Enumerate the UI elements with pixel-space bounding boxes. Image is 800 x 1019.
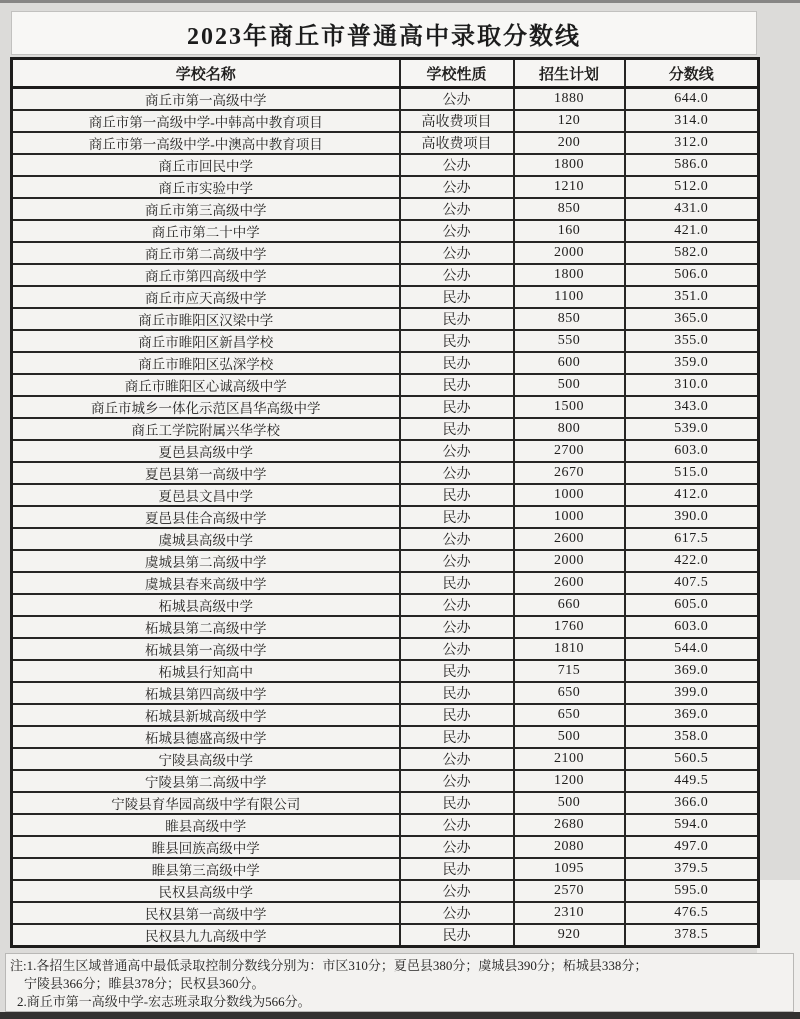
table-row <box>12 484 759 506</box>
score-line-cell: 422.0 <box>625 550 759 572</box>
school-name-cell: 商丘市第二十中学 <box>12 220 400 242</box>
school-type-cell: 民办 <box>400 572 514 594</box>
score-line-cell: 544.0 <box>625 638 759 660</box>
school-type-cell: 公办 <box>400 836 514 858</box>
school-type-cell: 公办 <box>400 814 514 836</box>
school-type-cell: 民办 <box>400 484 514 506</box>
enrollment-plan-cell: 2310 <box>514 902 625 924</box>
score-line-cell: 365.0 <box>625 308 759 330</box>
table-row <box>12 308 759 330</box>
school-type-cell: 公办 <box>400 242 514 264</box>
score-line-cell: 369.0 <box>625 704 759 726</box>
table-row <box>12 374 759 396</box>
enrollment-plan-cell: 2600 <box>514 528 625 550</box>
score-line-cell: 512.0 <box>625 176 759 198</box>
school-name-cell: 商丘市第二高级中学 <box>12 242 400 264</box>
enrollment-plan-cell: 2100 <box>514 748 625 770</box>
school-name-cell: 商丘市回民中学 <box>12 154 400 176</box>
enrollment-plan-cell: 550 <box>514 330 625 352</box>
school-name-cell: 商丘市第一高级中学 <box>12 88 400 111</box>
photo-top-edge <box>0 0 800 3</box>
table-row <box>12 528 759 550</box>
school-name-cell: 商丘市睢阳区新昌学校 <box>12 330 400 352</box>
table-row <box>12 748 759 770</box>
page-title: 2023年商丘市普通高中录取分数线 <box>187 23 581 50</box>
score-line-cell: 431.0 <box>625 198 759 220</box>
school-name-cell: 商丘市城乡一体化示范区昌华高级中学 <box>12 396 400 418</box>
score-line-cell: 595.0 <box>625 880 759 902</box>
enrollment-plan-cell: 200 <box>514 132 625 154</box>
enrollment-plan-cell: 1760 <box>514 616 625 638</box>
enrollment-plan-cell: 1800 <box>514 264 625 286</box>
title-box <box>11 11 757 55</box>
enrollment-plan-cell: 2000 <box>514 550 625 572</box>
enrollment-plan-cell: 1095 <box>514 858 625 880</box>
school-type-cell: 公办 <box>400 88 514 111</box>
school-type-cell: 公办 <box>400 748 514 770</box>
school-name-cell: 柘城县高级中学 <box>12 594 400 616</box>
school-name-cell: 民权县第一高级中学 <box>12 902 400 924</box>
school-type-cell: 高收费项目 <box>400 132 514 154</box>
school-type-cell: 民办 <box>400 286 514 308</box>
score-line-cell: 390.0 <box>625 506 759 528</box>
header-row <box>12 59 759 88</box>
col-header-school-type: 学校性质 <box>400 59 514 88</box>
score-line-cell: 476.5 <box>625 902 759 924</box>
score-line-cell: 378.5 <box>625 924 759 947</box>
school-type-cell: 民办 <box>400 726 514 748</box>
score-line-cell: 594.0 <box>625 814 759 836</box>
school-type-cell: 民办 <box>400 308 514 330</box>
table-row <box>12 462 759 484</box>
enrollment-plan-cell: 1880 <box>514 88 625 111</box>
school-type-cell: 公办 <box>400 880 514 902</box>
school-type-cell: 民办 <box>400 396 514 418</box>
school-type-cell: 民办 <box>400 924 514 947</box>
table-row <box>12 858 759 880</box>
school-type-cell: 民办 <box>400 858 514 880</box>
enrollment-plan-cell: 120 <box>514 110 625 132</box>
score-line-cell: 603.0 <box>625 616 759 638</box>
enrollment-plan-cell: 1000 <box>514 506 625 528</box>
school-name-cell: 商丘市第四高级中学 <box>12 264 400 286</box>
table-row <box>12 88 759 111</box>
table-row <box>12 242 759 264</box>
school-name-cell: 睢县高级中学 <box>12 814 400 836</box>
table-row <box>12 506 759 528</box>
score-line-cell: 421.0 <box>625 220 759 242</box>
school-name-cell: 商丘市睢阳区弘深学校 <box>12 352 400 374</box>
score-line-cell: 351.0 <box>625 286 759 308</box>
enrollment-plan-cell: 660 <box>514 594 625 616</box>
school-name-cell: 睢县第三高级中学 <box>12 858 400 880</box>
table-row <box>12 110 759 132</box>
school-type-cell: 公办 <box>400 616 514 638</box>
table-row <box>12 198 759 220</box>
score-line-cell: 407.5 <box>625 572 759 594</box>
score-line-cell: 358.0 <box>625 726 759 748</box>
school-type-cell: 公办 <box>400 176 514 198</box>
school-name-cell: 睢县回族高级中学 <box>12 836 400 858</box>
school-type-cell: 民办 <box>400 704 514 726</box>
enrollment-plan-cell: 850 <box>514 308 625 330</box>
score-table-wrap <box>10 57 757 948</box>
table-row <box>12 572 759 594</box>
school-name-cell: 宁陵县高级中学 <box>12 748 400 770</box>
table-row <box>12 286 759 308</box>
table-row <box>12 792 759 814</box>
school-name-cell: 柘城县行知高中 <box>12 660 400 682</box>
school-type-cell: 公办 <box>400 902 514 924</box>
enrollment-plan-cell: 1200 <box>514 770 625 792</box>
table-row <box>12 726 759 748</box>
enrollment-plan-cell: 2570 <box>514 880 625 902</box>
school-name-cell: 柘城县第一高级中学 <box>12 638 400 660</box>
school-type-cell: 公办 <box>400 638 514 660</box>
school-name-cell: 夏邑县佳合高级中学 <box>12 506 400 528</box>
enrollment-plan-cell: 650 <box>514 682 625 704</box>
school-type-cell: 公办 <box>400 770 514 792</box>
footnote-line-1: 注:1.各招生区域普通高中最低录取控制分数线分别为：市区310分；夏邑县380分；虞城县390分；柘城县338分； <box>10 958 648 973</box>
enrollment-plan-cell: 2080 <box>514 836 625 858</box>
enrollment-plan-cell: 600 <box>514 352 625 374</box>
school-name-cell: 宁陵县第二高级中学 <box>12 770 400 792</box>
table-row <box>12 616 759 638</box>
footnotes <box>5 953 794 1012</box>
enrollment-plan-cell: 1800 <box>514 154 625 176</box>
score-line-cell: 369.0 <box>625 660 759 682</box>
school-type-cell: 民办 <box>400 374 514 396</box>
enrollment-plan-cell: 500 <box>514 792 625 814</box>
table-row <box>12 132 759 154</box>
school-name-cell: 商丘市第一高级中学-中澳高中教育项目 <box>12 132 400 154</box>
table-row <box>12 176 759 198</box>
enrollment-plan-cell: 850 <box>514 198 625 220</box>
score-line-cell: 355.0 <box>625 330 759 352</box>
school-type-cell: 民办 <box>400 682 514 704</box>
score-line-cell: 506.0 <box>625 264 759 286</box>
school-type-cell: 公办 <box>400 198 514 220</box>
table-row <box>12 440 759 462</box>
table-row <box>12 902 759 924</box>
school-type-cell: 公办 <box>400 550 514 572</box>
score-line-cell: 603.0 <box>625 440 759 462</box>
school-name-cell: 商丘市睢阳区汉梁中学 <box>12 308 400 330</box>
school-type-cell: 公办 <box>400 440 514 462</box>
school-name-cell: 商丘市睢阳区心诚高级中学 <box>12 374 400 396</box>
enrollment-plan-cell: 1100 <box>514 286 625 308</box>
score-line-cell: 582.0 <box>625 242 759 264</box>
score-line-cell: 515.0 <box>625 462 759 484</box>
photo-bottom-edge <box>0 1012 800 1019</box>
school-name-cell: 虞城县春来高级中学 <box>12 572 400 594</box>
school-name-cell: 宁陵县育华园高级中学有限公司 <box>12 792 400 814</box>
score-line-cell: 539.0 <box>625 418 759 440</box>
enrollment-plan-cell: 1500 <box>514 396 625 418</box>
score-line-cell: 312.0 <box>625 132 759 154</box>
school-type-cell: 公办 <box>400 462 514 484</box>
table-row <box>12 418 759 440</box>
school-name-cell: 民权县高级中学 <box>12 880 400 902</box>
enrollment-plan-cell: 800 <box>514 418 625 440</box>
score-line-cell: 560.5 <box>625 748 759 770</box>
school-type-cell: 民办 <box>400 330 514 352</box>
score-table <box>10 57 760 948</box>
school-name-cell: 商丘市第三高级中学 <box>12 198 400 220</box>
school-type-cell: 公办 <box>400 528 514 550</box>
table-row <box>12 638 759 660</box>
table-row <box>12 924 759 947</box>
school-name-cell: 商丘市实验中学 <box>12 176 400 198</box>
enrollment-plan-cell: 715 <box>514 660 625 682</box>
score-line-cell: 314.0 <box>625 110 759 132</box>
score-line-cell: 412.0 <box>625 484 759 506</box>
school-name-cell: 夏邑县高级中学 <box>12 440 400 462</box>
footnote-line-2: 宁陵县366分；睢县378分；民权县360分。 <box>24 976 265 991</box>
school-name-cell: 商丘工学院附属兴华学校 <box>12 418 400 440</box>
enrollment-plan-cell: 920 <box>514 924 625 947</box>
school-type-cell: 民办 <box>400 792 514 814</box>
table-row <box>12 594 759 616</box>
school-type-cell: 公办 <box>400 154 514 176</box>
school-name-cell: 柘城县第四高级中学 <box>12 682 400 704</box>
enrollment-plan-cell: 2680 <box>514 814 625 836</box>
school-name-cell: 商丘市应天高级中学 <box>12 286 400 308</box>
table-row <box>12 682 759 704</box>
table-row <box>12 220 759 242</box>
enrollment-plan-cell: 160 <box>514 220 625 242</box>
table-row <box>12 836 759 858</box>
school-name-cell: 夏邑县第一高级中学 <box>12 462 400 484</box>
score-line-cell: 343.0 <box>625 396 759 418</box>
school-name-cell: 柘城县第二高级中学 <box>12 616 400 638</box>
score-line-cell: 497.0 <box>625 836 759 858</box>
school-name-cell: 虞城县第二高级中学 <box>12 550 400 572</box>
score-line-cell: 586.0 <box>625 154 759 176</box>
table-row <box>12 264 759 286</box>
enrollment-plan-cell: 2000 <box>514 242 625 264</box>
score-line-cell: 449.5 <box>625 770 759 792</box>
table-row <box>12 880 759 902</box>
score-line-cell: 399.0 <box>625 682 759 704</box>
school-type-cell: 高收费项目 <box>400 110 514 132</box>
enrollment-plan-cell: 1210 <box>514 176 625 198</box>
enrollment-plan-cell: 2670 <box>514 462 625 484</box>
score-line-cell: 605.0 <box>625 594 759 616</box>
table-row <box>12 660 759 682</box>
score-line-cell: 366.0 <box>625 792 759 814</box>
table-row <box>12 770 759 792</box>
score-line-cell: 359.0 <box>625 352 759 374</box>
school-type-cell: 公办 <box>400 264 514 286</box>
col-header-school-name: 学校名称 <box>12 59 400 88</box>
school-type-cell: 民办 <box>400 352 514 374</box>
enrollment-plan-cell: 500 <box>514 726 625 748</box>
enrollment-plan-cell: 1000 <box>514 484 625 506</box>
school-name-cell: 柘城县新城高级中学 <box>12 704 400 726</box>
table-row <box>12 704 759 726</box>
school-name-cell: 商丘市第一高级中学-中韩高中教育项目 <box>12 110 400 132</box>
enrollment-plan-cell: 1810 <box>514 638 625 660</box>
table-row <box>12 550 759 572</box>
enrollment-plan-cell: 650 <box>514 704 625 726</box>
table-row <box>12 352 759 374</box>
table-row <box>12 330 759 352</box>
school-type-cell: 民办 <box>400 418 514 440</box>
school-type-cell: 公办 <box>400 594 514 616</box>
school-type-cell: 公办 <box>400 220 514 242</box>
enrollment-plan-cell: 2700 <box>514 440 625 462</box>
table-row <box>12 396 759 418</box>
footnote-line-3: 2.商丘市第一高级中学-宏志班录取分数线为566分。 <box>17 994 311 1009</box>
score-line-cell: 379.5 <box>625 858 759 880</box>
score-line-cell: 617.5 <box>625 528 759 550</box>
school-name-cell: 夏邑县文昌中学 <box>12 484 400 506</box>
school-type-cell: 民办 <box>400 506 514 528</box>
table-row <box>12 154 759 176</box>
school-name-cell: 民权县九九高级中学 <box>12 924 400 947</box>
enrollment-plan-cell: 2600 <box>514 572 625 594</box>
school-type-cell: 民办 <box>400 660 514 682</box>
school-name-cell: 柘城县德盛高级中学 <box>12 726 400 748</box>
score-line-cell: 310.0 <box>625 374 759 396</box>
school-name-cell: 虞城县高级中学 <box>12 528 400 550</box>
col-header-score-line: 分数线 <box>625 59 759 88</box>
score-line-cell: 644.0 <box>625 88 759 111</box>
col-header-enrollment-plan: 招生计划 <box>514 59 625 88</box>
enrollment-plan-cell: 500 <box>514 374 625 396</box>
table-row <box>12 814 759 836</box>
